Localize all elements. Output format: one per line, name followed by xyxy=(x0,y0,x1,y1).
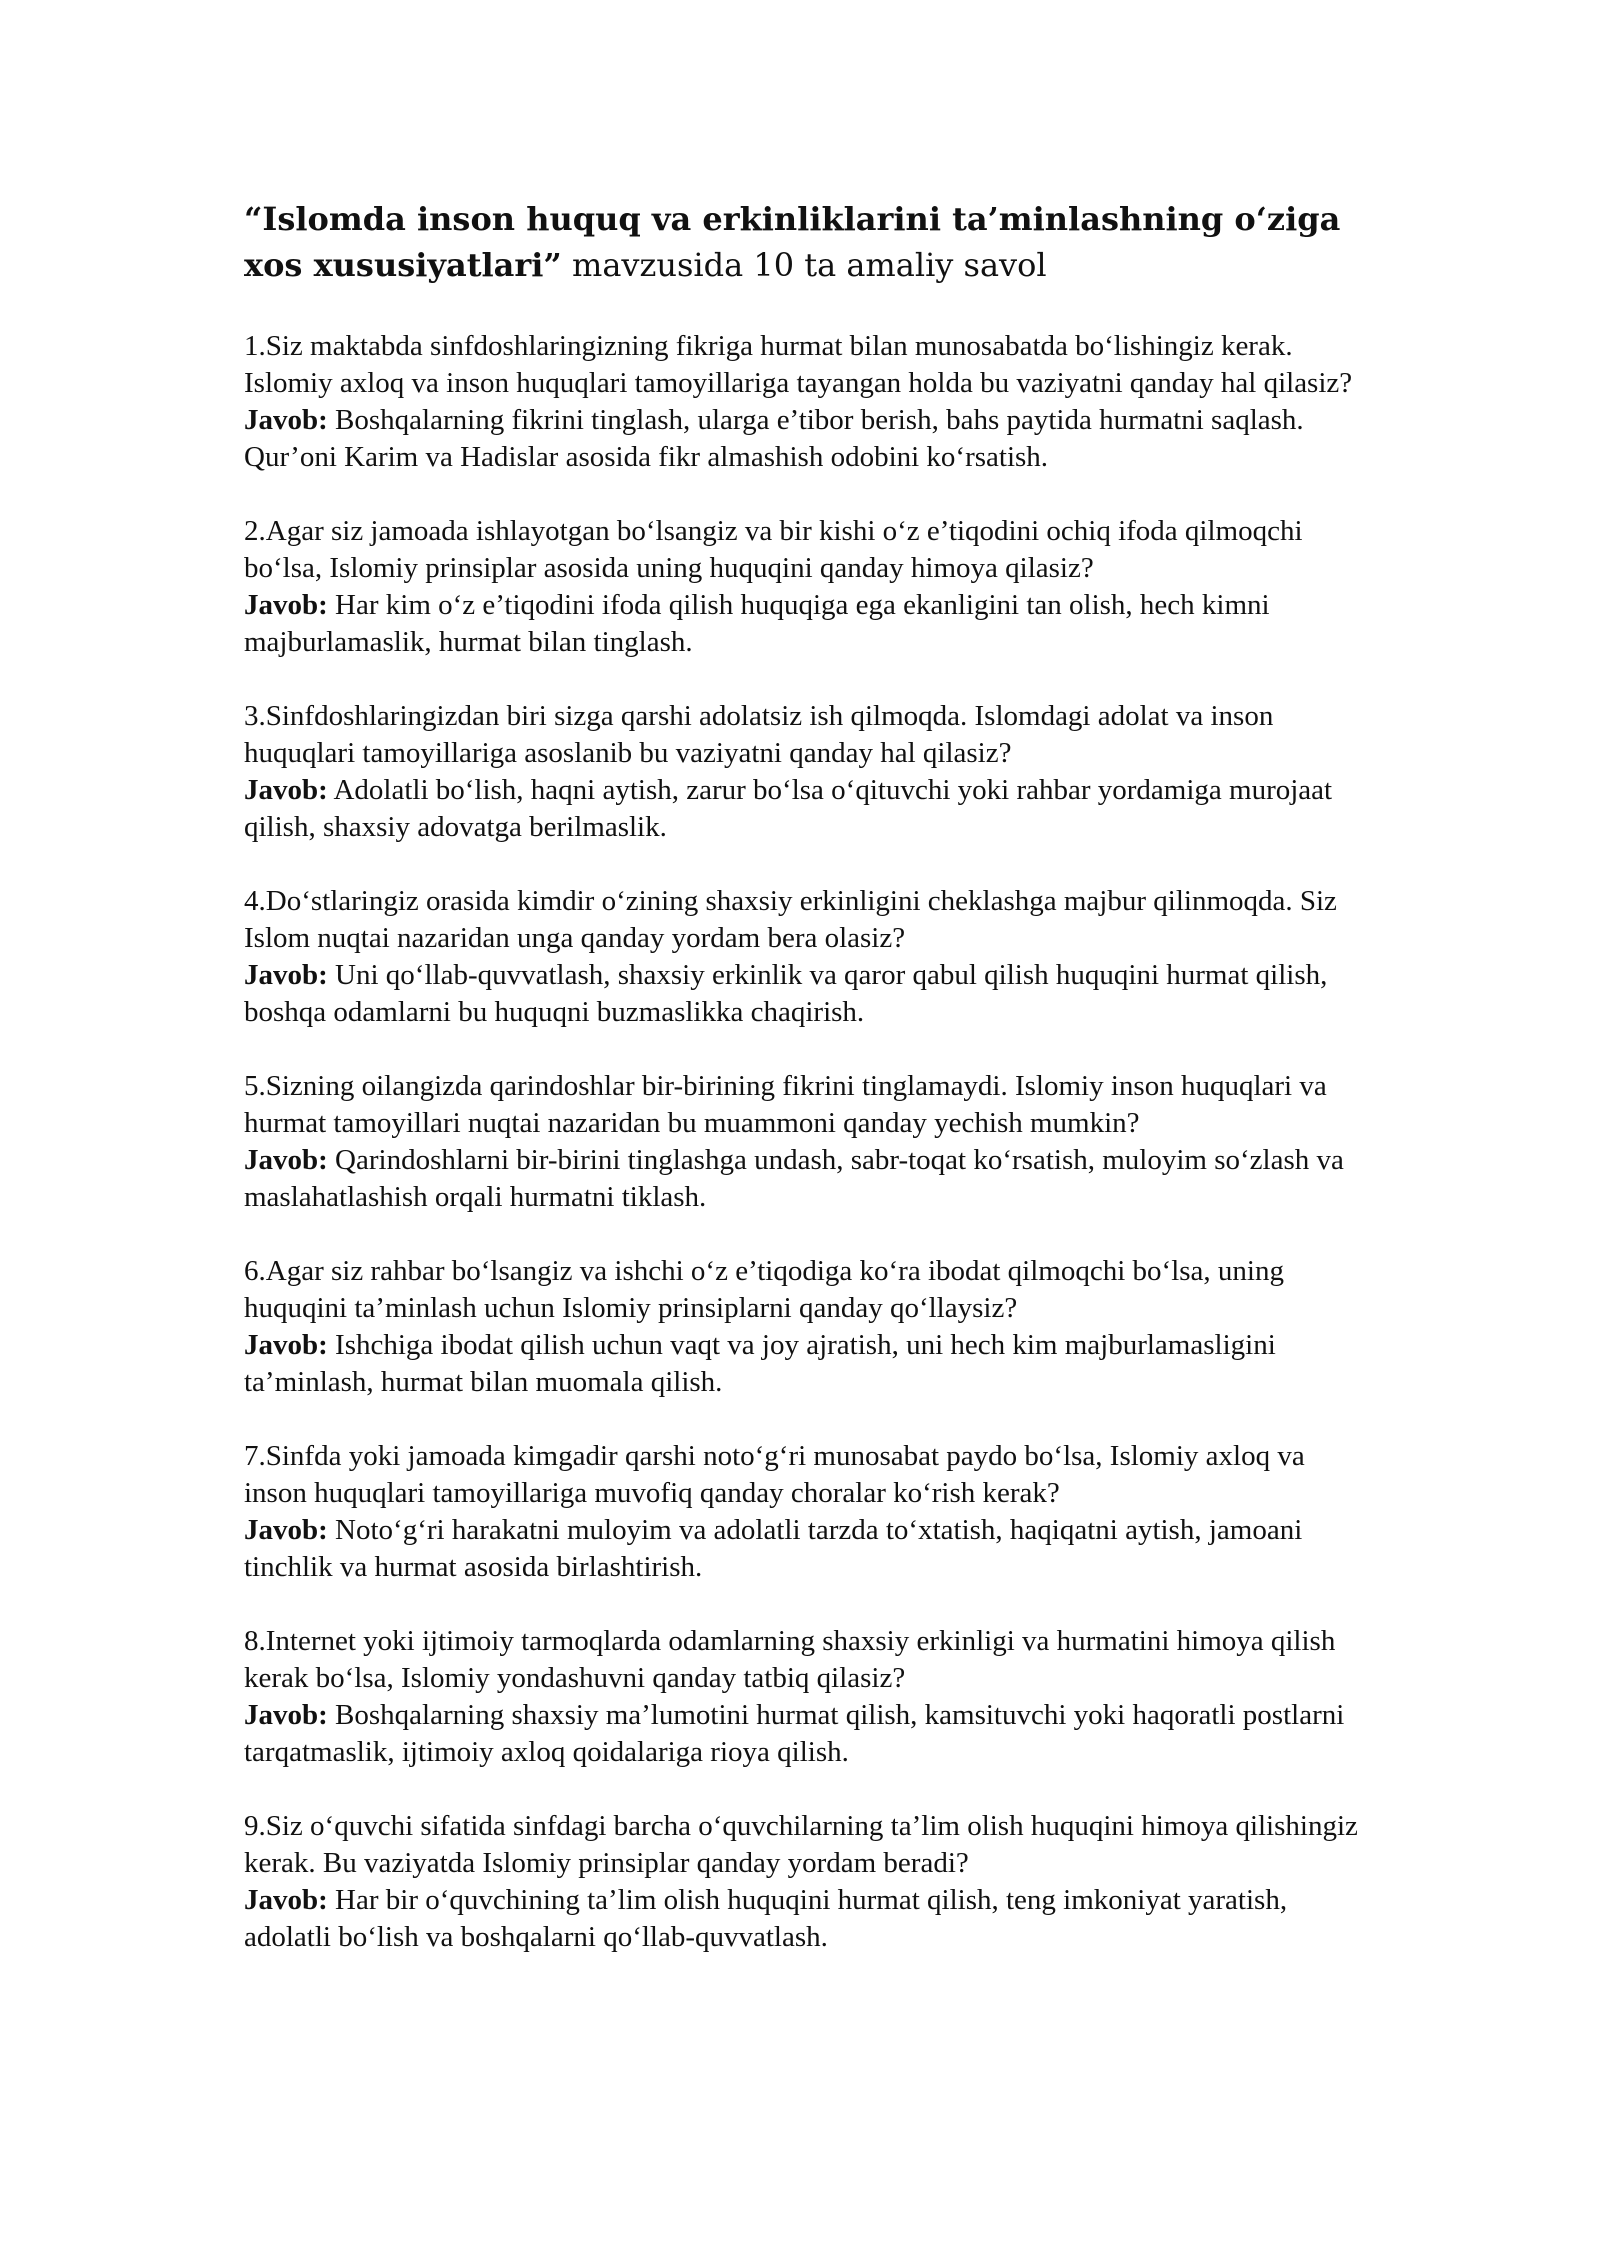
question-text: 5.Sizning oilangizda qarindoshlar bir-birining fikrini tinglamaydi. Islomiy inson huquqlari va hurmat tamoyillari nuqtai nazaridan bu muammoni qanday yechish mumkin? xyxy=(244,1070,1327,1139)
question-text: 6.Agar siz rahbar bo‘lsangiz va ishchi o‘z e’tiqodiga ko‘ra ibodat qilmoqchi bo‘lsa, uning huquqini ta’minlash uchun Islomiy prinsiplarni qanday qo‘llaysiz? xyxy=(244,1255,1284,1324)
qa-item-6 xyxy=(244,1253,1374,1401)
answer-body: Boshqalarning fikrini tinglash, ularga e’tibor berish, bahs paytida hurmatni saqlash. Qur’oni Karim va Hadislar asosida fikr almashish odobini ko‘rsatish. xyxy=(244,404,1304,473)
answer-body: Noto‘g‘ri harakatni muloyim va adolatli tarzda to‘xtatish, haqiqatni aytish, jamoani tinchlik va hurmat asosida birlashtirish. xyxy=(244,1514,1303,1583)
answer-label: Javob: xyxy=(244,1884,328,1916)
answer-text xyxy=(244,772,1374,846)
qa-item-7 xyxy=(244,1438,1374,1586)
question-text: 9.Siz o‘quvchi sifatida sinfdagi barcha o‘quvchilarning ta’lim olish huquqini himoya qilishingiz kerak. Bu vaziyatda Islomiy prinsiplar qanday yordam beradi? xyxy=(244,1810,1358,1879)
question-text: 1.Siz maktabda sinfdoshlaringizning fikriga hurmat bilan munosabatda bo‘lishingiz kerak. Islomiy axloq va inson huquqlari tamoyillariga tayangan holda bu vaziyatni qanday hal qilasiz? xyxy=(244,330,1353,399)
document-title xyxy=(244,196,1374,288)
document-title-rest: mavzusida 10 ta amaliy savol xyxy=(571,246,1047,284)
answer-body: Uni qo‘llab-quvvatlash, shaxsiy erkinlik va qaror qabul qilish huquqini hurmat qilish, boshqa odamlarni bu huquqni buzmaslikka chaqirish. xyxy=(244,959,1328,1028)
answer-text xyxy=(244,402,1374,476)
answer-label: Javob: xyxy=(244,1699,328,1731)
question-text: 3.Sinfdoshlaringizdan biri sizga qarshi adolatsiz ish qilmoqda. Islomdagi adolat va inson huquqlari tamoyillariga asoslanib bu vaziyatni qanday hal qilasiz? xyxy=(244,700,1274,769)
document-title-bold: “Islomda inson huquq va erkinliklarini ta’minlashning o‘ziga xos xususiyatlari” xyxy=(244,200,1341,284)
answer-text xyxy=(244,1512,1374,1586)
answer-label: Javob: xyxy=(244,589,328,621)
answer-text xyxy=(244,1882,1374,1956)
answer-body: Har bir o‘quvchining ta’lim olish huquqini hurmat qilish, teng imkoniyat yaratish, adolatli bo‘lish va boshqalarni qo‘llab-quvvatlash. xyxy=(244,1884,1288,1953)
answer-text xyxy=(244,1142,1374,1216)
question-text: 4.Do‘stlaringiz orasida kimdir o‘zining shaxsiy erkinligini cheklashga majbur qilinmoqda. Siz Islom nuqtai nazaridan unga qanday yordam bera olasiz? xyxy=(244,885,1337,954)
answer-label: Javob: xyxy=(244,774,328,806)
answer-label: Javob: xyxy=(244,1329,328,1361)
question-text: 8.Internet yoki ijtimoiy tarmoqlarda odamlarning shaxsiy erkinligi va hurmatini himoya qilish kerak bo‘lsa, Islomiy yondashuvni qanday tatbiq qilasiz? xyxy=(244,1625,1336,1694)
qa-item-5 xyxy=(244,1068,1374,1216)
qa-item-8 xyxy=(244,1623,1374,1771)
answer-label: Javob: xyxy=(244,959,328,991)
answer-text xyxy=(244,1697,1374,1771)
answer-text xyxy=(244,587,1374,661)
qa-item-9 xyxy=(244,1808,1374,1956)
document-content xyxy=(244,196,1374,1993)
answer-body: Adolatli bo‘lish, haqni aytish, zarur bo‘lsa o‘qituvchi yoki rahbar yordamiga murojaat qilish, shaxsiy adovatga berilmaslik. xyxy=(244,774,1333,843)
question-text: 7.Sinfda yoki jamoada kimgadir qarshi noto‘g‘ri munosabat paydo bo‘lsa, Islomiy axloq va inson huquqlari tamoyillariga muvofiq qanday choralar ko‘rish kerak? xyxy=(244,1440,1305,1509)
answer-label: Javob: xyxy=(244,1514,328,1546)
answer-body: Ishchiga ibodat qilish uchun vaqt va joy ajratish, uni hech kim majburlamasligini ta’minlash, hurmat bilan muomala qilish. xyxy=(244,1329,1276,1398)
qa-item-3 xyxy=(244,698,1374,846)
answer-label: Javob: xyxy=(244,404,328,436)
answer-label: Javob: xyxy=(244,1144,328,1176)
answer-text xyxy=(244,1327,1374,1401)
qa-item-1 xyxy=(244,328,1374,476)
answer-text xyxy=(244,957,1374,1031)
qa-item-4 xyxy=(244,883,1374,1031)
answer-body: Boshqalarning shaxsiy ma’lumotini hurmat qilish, kamsituvchi yoki haqoratli postlarni tarqatmaslik, ijtimoiy axloq qoidalariga rioya qilish. xyxy=(244,1699,1345,1768)
answer-body: Qarindoshlarni bir-birini tinglashga undash, sabr-toqat ko‘rsatish, muloyim so‘zlash va maslahatlashish orqali hurmatni tiklash. xyxy=(244,1144,1344,1213)
question-text: 2.Agar siz jamoada ishlayotgan bo‘lsangiz va bir kishi o‘z e’tiqodini ochiq ifoda qilmoqchi bo‘lsa, Islomiy prinsiplar asosida uning huquqini qanday himoya qilasiz? xyxy=(244,515,1303,584)
answer-body: Har kim o‘z e’tiqodini ifoda qilish huquqiga ega ekanligini tan olish, hech kimni majburlamaslik, hurmat bilan tinglash. xyxy=(244,589,1270,658)
qa-item-2 xyxy=(244,513,1374,661)
